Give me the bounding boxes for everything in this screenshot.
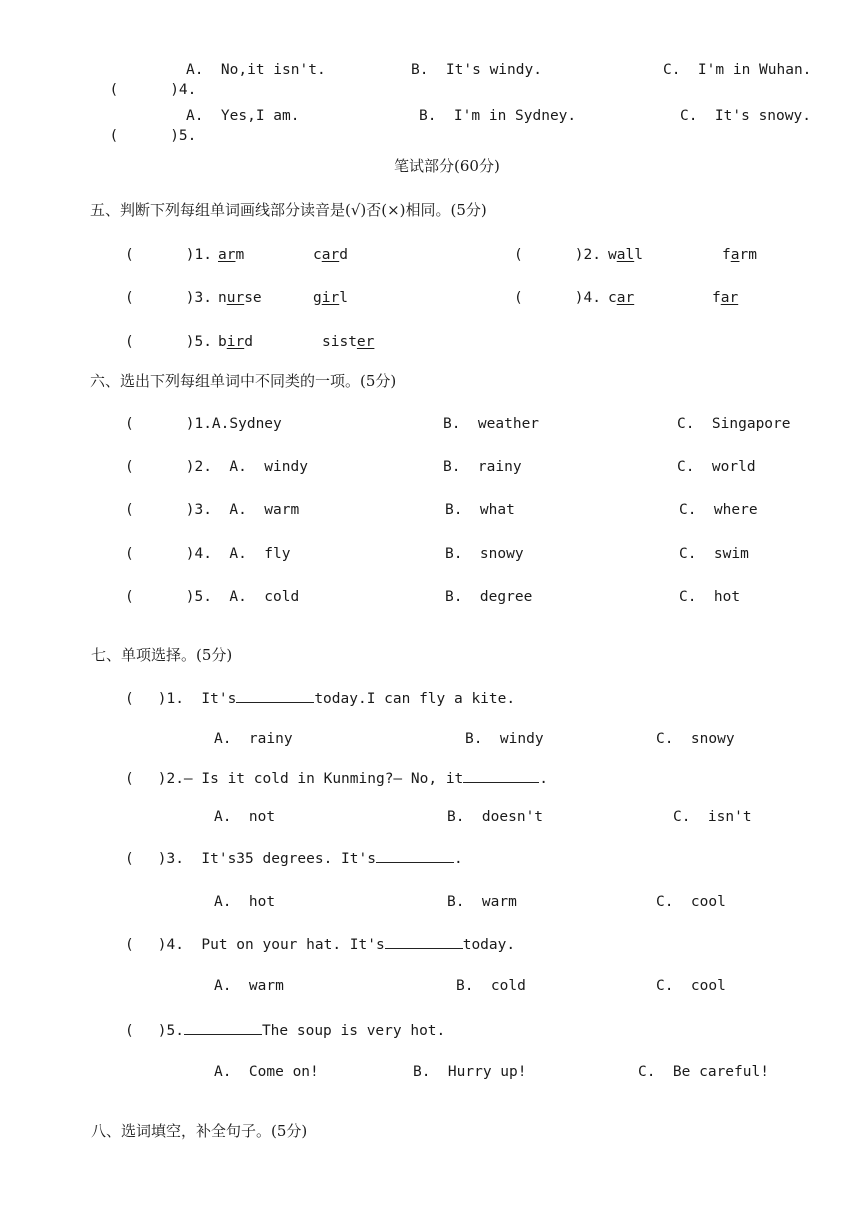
option-c: C. where <box>679 502 758 518</box>
answer-blank[interactable] <box>236 688 314 703</box>
word-1: car <box>608 290 635 306</box>
option-b: B. cold <box>456 978 526 994</box>
option-a: A. Yes,I am. <box>186 108 300 124</box>
phonics-item-4: ( )4. <box>514 290 601 306</box>
word-2: farm <box>722 247 757 263</box>
option-a: A. Come on! <box>214 1064 319 1080</box>
phonics-item-1: ( )1. <box>125 247 212 263</box>
section-8-heading: 八、选词填空，补全句子。(5分) <box>91 1122 308 1140</box>
answer-blank[interactable] <box>385 934 463 949</box>
word-1: wall <box>608 247 643 263</box>
word-1: nurse <box>218 290 262 306</box>
mc-question-2: ( )2.— Is it cold in Kunming?— No, it . <box>125 768 548 789</box>
option-a: A. warm <box>214 978 284 994</box>
option-a: A. No,it isn't. <box>186 62 326 78</box>
written-part-title: 笔试部分(60分) <box>394 157 500 175</box>
answer-blank[interactable] <box>184 1020 262 1035</box>
mc-question-3: ( )3. It's35 degrees. It's . <box>125 848 463 869</box>
listening-item-4 <box>92 60 196 100</box>
odd-one-item-4: ( )4. A. fly <box>125 546 291 562</box>
option-a: A. not <box>214 809 276 825</box>
mc-question-4: ( )4. Put on your hat. It's today. <box>125 934 515 955</box>
option-c: C. world <box>677 459 756 475</box>
item-number: )4. <box>170 82 197 98</box>
option-c: C. isn't <box>673 809 752 825</box>
option-b: B. what <box>445 502 515 518</box>
option-b: B. weather <box>443 416 540 432</box>
odd-one-item-3: ( )3. A. warm <box>125 502 300 518</box>
option-c: C. hot <box>679 589 741 605</box>
word-2: girl <box>313 290 348 306</box>
mc-question-5: ( )5. The soup is very hot. <box>125 1020 445 1041</box>
option-a: A. hot <box>214 894 276 910</box>
phonics-item-3: ( )3. <box>125 290 212 306</box>
option-b: B. windy <box>465 731 544 747</box>
option-c: C. swim <box>679 546 749 562</box>
mc-question-1: ( )1. It's today.I can fly a kite. <box>125 688 515 709</box>
answer-blank[interactable] <box>463 768 539 783</box>
option-b: B. Hurry up! <box>413 1064 527 1080</box>
option-b: B. snowy <box>445 546 524 562</box>
answer-paren[interactable]: ( <box>109 128 119 144</box>
odd-one-item-5: ( )5. A. cold <box>125 589 300 605</box>
word-1: arm <box>218 247 245 263</box>
option-b: B. rainy <box>443 459 522 475</box>
word-2: card <box>313 247 348 263</box>
section-5-heading: 五、判断下列每组单词画线部分读音是(√)否(×)相同。(5分) <box>90 201 487 219</box>
word-1: bird <box>218 334 253 350</box>
word-2: sister <box>322 334 375 350</box>
option-b: B. warm <box>447 894 517 910</box>
odd-one-item-1: ( )1.A.Sydney <box>125 416 282 432</box>
option-b: B. degree <box>445 589 533 605</box>
option-b: B. doesn't <box>447 809 544 825</box>
option-c: C. snowy <box>656 731 735 747</box>
section-7-heading: 七、单项选择。(5分) <box>91 646 233 664</box>
odd-one-item-2: ( )2. A. windy <box>125 459 308 475</box>
item-number: )5. <box>170 128 197 144</box>
section-6-heading: 六、选出下列每组单词中不同类的一项。(5分) <box>90 372 397 390</box>
option-b: B. I'm in Sydney. <box>419 108 577 124</box>
option-c: C. It's snowy. <box>680 108 811 124</box>
word-2: far <box>712 290 739 306</box>
listening-item-5 <box>92 106 196 146</box>
option-c: C. I'm in Wuhan. <box>663 62 812 78</box>
phonics-item-2: ( )2. <box>514 247 601 263</box>
answer-blank[interactable] <box>376 848 454 863</box>
phonics-item-5: ( )5. <box>125 334 212 350</box>
option-c: C. cool <box>656 978 726 994</box>
option-c: C. Be careful! <box>638 1064 769 1080</box>
option-c: C. Singapore <box>677 416 791 432</box>
answer-paren[interactable]: ( <box>109 82 119 98</box>
option-b: B. It's windy. <box>411 62 542 78</box>
option-a: A. rainy <box>214 731 293 747</box>
option-c: C. cool <box>656 894 726 910</box>
